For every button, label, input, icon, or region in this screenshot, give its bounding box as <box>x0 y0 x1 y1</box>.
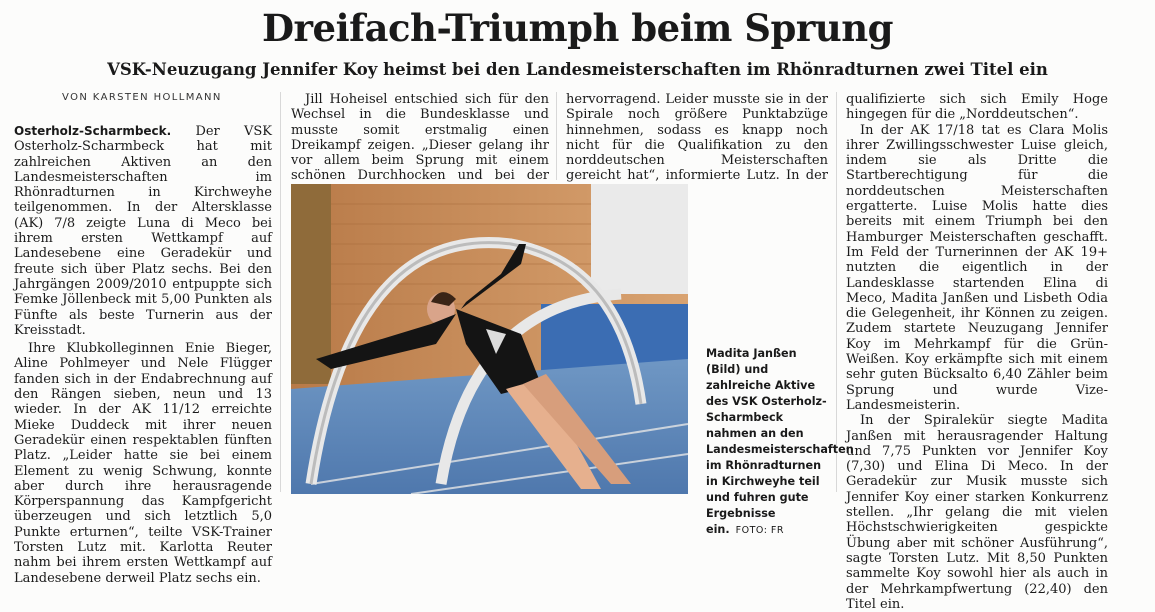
article-column-4 <box>846 92 1108 612</box>
article-paragraph: qualifizierte sich sich Emily Hoge hingegen für die „Norddeutschen“. <box>846 92 1108 123</box>
paragraph-text: Der VSK Osterholz-Scharmbeck hat mit zahlreichen Aktiven an den Landesmeisterschaften im Rhönradturnen in Kirchweyhe teilgenommen. In der Altersklasse (AK) 7/8 zeigte Luna di Meco bei ihrem ersten Wettkampf auf Landesebene eine Geradekür und freute sich über Platz sechs. Bei den Jahrgängen 2009/2010 entpuppte sich Femke Jöllenbeck mit 5,00 Punkten als Fünfte als beste Turnerin aus der Kreisstadt. <box>14 124 272 338</box>
article-paragraph: Ihre Klubkolleginnen Enie Bieger, Aline Pohlmeyer und Nele Flügger fanden sich in der Endabrechnung auf den Rängen sieben, neun und 13 wieder. In der AK 11/12 erreichte Mieke Duddeck mit ihrer neuen Geradekür einen respektablen fünften Platz. „Leider hatte sie bei einem Element zu wenig Schwung, konnte aber durch ihre herausragende Körperspannung das Kampfgericht überzeugen und sich letztlich 5,0 Punkte erturnen“, teilte VSK-Trainer Torsten Lutz mit. Karlotta Reuter nahm bei ihrem ersten Wettkampf auf Landesebene derweil Platz sechs ein. <box>14 341 272 586</box>
column-divider <box>836 92 837 492</box>
article-paragraph: hervorragend. Leider musste sie in der Spirale noch größere Punktabzüge hinnehmen, sodass es knapp noch nicht für die Qualifikation zu den norddeutschen Meisterschaften gereicht hat“, informierte Lutz. In der <box>566 92 828 184</box>
article-paragraph: In der Spiralekür siegte Madita Janßen mit herausragender Haltung und 7,75 Punkten vor Jennifer Koy (7,30) und Elina Di Meco. In der Geradekür zur Musik musste sich Jennifer Koy einer starken Konkurrenz stellen. „Ihr gelang die mit vielen Höchstschwierigkeiten gespickte Übung aber mit schöner Ausführung“, sagte Torsten Lutz. Mit 8,50 Punkten sammelte Koy sowohl hier als auch in der Mehrkampfwertung (22,40) den Titel ein. <box>846 413 1108 612</box>
dateline: Osterholz-Scharmbeck. <box>14 124 172 138</box>
photo-credit: FOTO: FR <box>735 525 784 536</box>
article-paragraph: Jill Hoheisel entschied sich für den Wechsel in die Bundesklasse und musste somit erstmalig einen Dreikampf zeigen. „Dieser gelang ihr vor allem beim Sprung mit einem schönen Durchhocken und bei der <box>291 92 549 184</box>
subheadline: VSK-Neuzugang Jennifer Koy heimst bei den Landesmeisterschaften im Rhönradturnen zwei Titel ein <box>107 60 1048 79</box>
caption-text: Madita Janßen (Bild) und zahlreiche Aktive des VSK Osterholz-Scharmbeck nahmen an den Landesmeisterschaften im Rhönradturnen in Kirchweyhe teil und fuhren gute Ergebnisse ein. <box>706 347 854 536</box>
column-divider <box>556 92 557 180</box>
gymnast-photo-illustration <box>291 184 688 494</box>
article-paragraph: In der AK 17/18 tat es Clara Molis ihrer Zwillingsschwester Luise gleich, indem sie als Dritte die Startberechtigung für die norddeutschen Meisterschaften ergatterte. Luise Molis hatte dies bereits mit einem Triumph bei den Hamburger Meisterschaften geschafft. Im Feld der Turnerinnen der AK 19+ nutzten die eigentlich in der Landesklasse startenden Elina di Meco, Madita Janßen und Lisbeth Odia die Gelegenheit, ihr Können zu zeigen. Zudem startete Neuzugang Jennifer Koy im Mehrkampf für die Grün-Weißen. Koy erkämpfte sich mit einem sehr guten Bücksalto 6,40 Zähler beim Sprung und wurde Vize-Landesmeisterin. <box>846 122 1108 413</box>
column-divider <box>280 92 281 492</box>
article-paragraph <box>14 124 272 338</box>
article-column-1 <box>14 124 272 586</box>
article-photo <box>291 184 688 494</box>
byline: VON KARSTEN HOLLMANN <box>62 92 222 103</box>
photo-caption <box>706 346 854 539</box>
headline: Dreifach-Triumph beim Sprung <box>261 6 894 50</box>
